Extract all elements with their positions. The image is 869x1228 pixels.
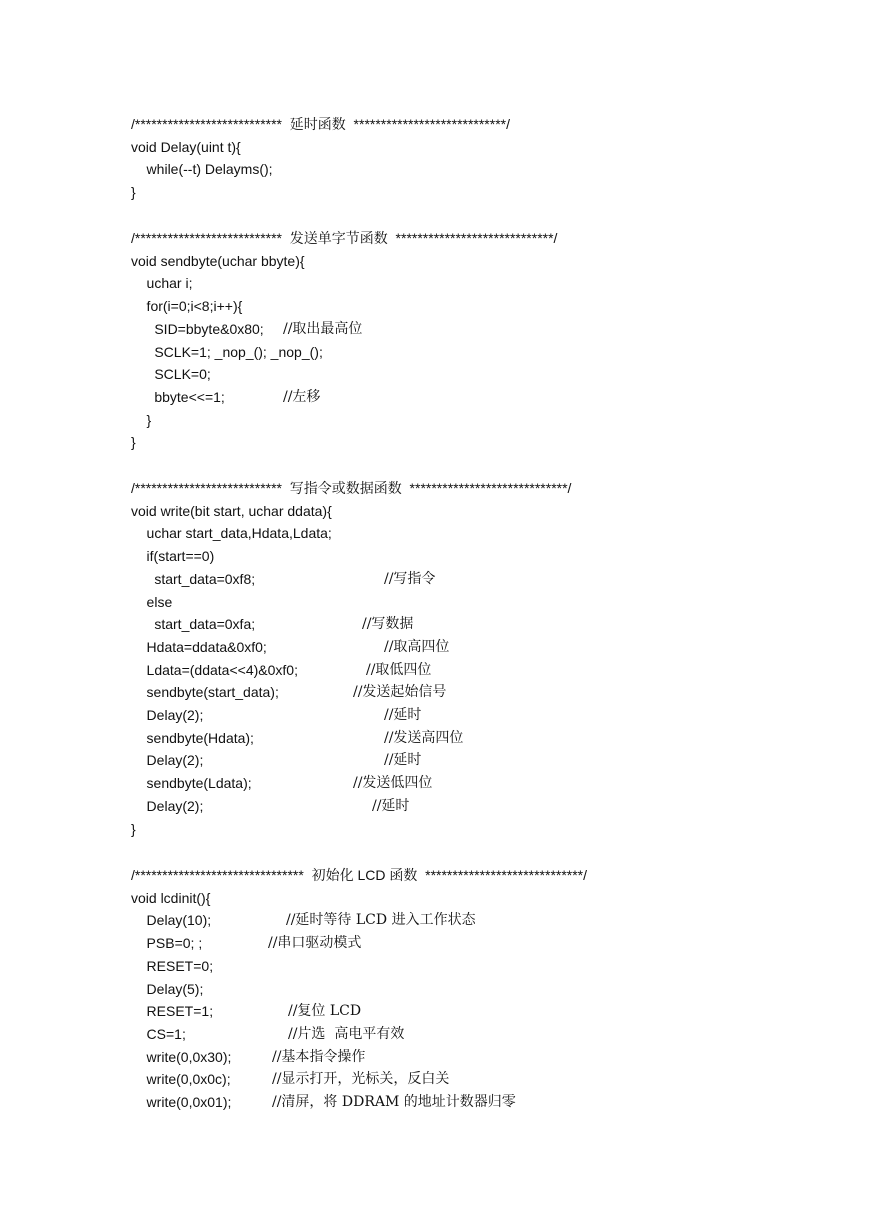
code-line: PSB=0; ; — [131, 935, 203, 952]
code-comment: //延时 — [372, 797, 410, 814]
code-comment: //发送低四位 — [353, 775, 433, 792]
code-line: for(i=0;i<8;i++){ — [131, 298, 243, 315]
code-line: /*************************** 发送单字节函数 *****************************/ — [131, 230, 558, 246]
code-line: Delay(2); — [131, 752, 204, 769]
code-line: Ldata=(ddata<<4)&0xf0; — [131, 661, 298, 678]
code-line: Delay(5); — [131, 980, 204, 997]
code-comment: //复位 LCD — [288, 1003, 362, 1020]
code-line: void lcdinit(){ — [131, 889, 211, 906]
code-line: if(start==0) — [131, 548, 215, 565]
code-line: write(0,0x01); — [131, 1094, 232, 1110]
code-comment: //清屏，将 DDRAM 的地址计数器归零 — [272, 1094, 516, 1110]
code-line: SCLK=0; — [131, 366, 211, 383]
code-line: start_data=0xfa; — [131, 616, 256, 633]
code-line: write(0,0x0c); — [131, 1071, 231, 1088]
code-comment: //发送起始信号 — [353, 684, 447, 701]
code-comment: //取高四位 — [384, 638, 450, 655]
code-line: write(0,0x30); — [131, 1048, 232, 1065]
code-line: Hdata=ddata&0xf0; — [131, 638, 267, 655]
code-comment: //延时等待 LCD 进入工作状态 — [286, 912, 476, 929]
code-line: void sendbyte(uchar bbyte){ — [131, 252, 305, 269]
code-comment: //串口驱动模式 — [268, 935, 362, 952]
code-comment: //基本指令操作 — [272, 1048, 366, 1065]
code-comment: //写数据 — [362, 616, 414, 633]
code-comment: //延时 — [384, 752, 422, 769]
code-comment: //写指令 — [384, 570, 436, 587]
code-line: /*************************** 写指令或数据函数 *****************************/ — [131, 480, 572, 496]
code-comment: //片选 高电平有效 — [288, 1025, 405, 1042]
code-line: RESET=0; — [131, 957, 214, 974]
code-line: sendbyte(start_data); — [131, 684, 279, 701]
code-line: /*************************** 延时函数 ****************************/ — [131, 116, 510, 132]
code-line: } — [131, 184, 136, 201]
code-line: Delay(10); — [131, 912, 212, 929]
code-comment: //延时 — [384, 707, 422, 723]
code-line: uchar start_data,Hdata,Ldata; — [131, 525, 332, 542]
code-line: CS=1; — [131, 1025, 186, 1042]
code-line: uchar i; — [131, 275, 193, 292]
code-line: Delay(2); — [131, 707, 204, 723]
code-line: SCLK=1; _nop_(); _nop_(); — [131, 343, 323, 360]
code-line: void Delay(uint t){ — [131, 138, 241, 155]
code-line: while(--t) Delayms(); — [131, 161, 273, 178]
code-line: bbyte<<=1; — [131, 388, 225, 405]
code-line: } — [131, 820, 136, 837]
code-line: /******************************* 初始化 LCD 函数 *****************************/ — [131, 867, 588, 883]
code-comment: //发送高四位 — [384, 729, 464, 746]
code-line: else — [131, 593, 173, 610]
code-comment: //取出最高位 — [283, 320, 363, 337]
code-comment: //取低四位 — [366, 661, 432, 678]
code-line: RESET=1; — [131, 1003, 214, 1020]
code-line: Delay(2); — [131, 797, 204, 814]
code-comment: //左移 — [283, 388, 321, 405]
code-line: sendbyte(Ldata); — [131, 775, 252, 792]
code-line: start_data=0xf8; — [131, 570, 256, 587]
code-line: SID=bbyte&0x80; — [131, 320, 264, 337]
code-line: sendbyte(Hdata); — [131, 729, 254, 746]
code-line: } — [131, 411, 152, 428]
code-comment: //显示打开，光标关，反白关 — [272, 1071, 450, 1088]
code-line: void write(bit start, uchar ddata){ — [131, 502, 332, 519]
code-line: } — [131, 434, 136, 451]
